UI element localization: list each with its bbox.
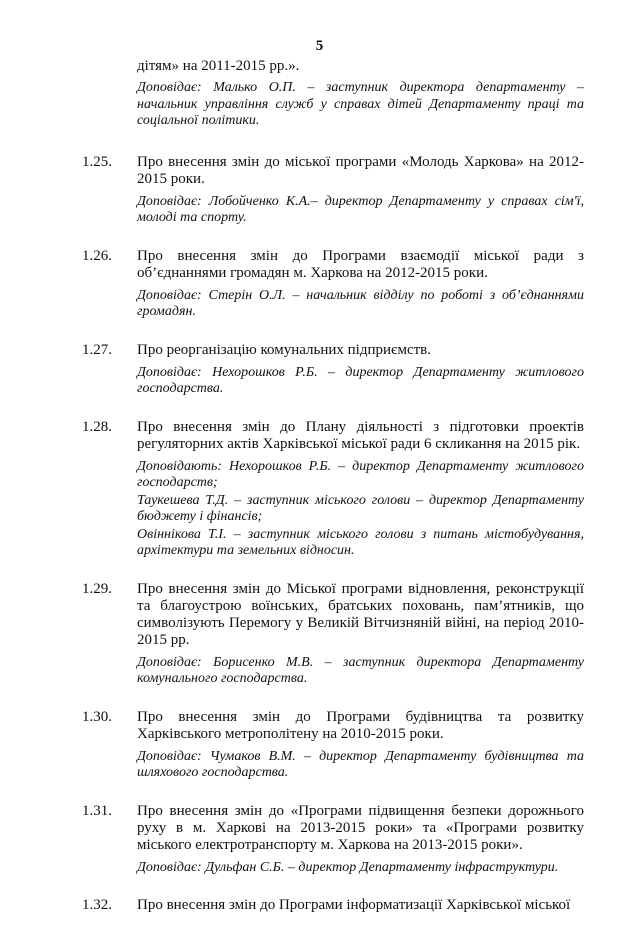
agenda-item-title: Про внесення змін до Програми взаємодії міської ради з об’єднаннями громадян м. Харкова на 2012-2015 роки.	[137, 247, 584, 281]
agenda-item-number: 1.27.	[82, 341, 112, 358]
page-number: 5	[315, 38, 324, 54]
agenda-item-speaker: Таукешева Т.Д. – заступник міського голови – директор Департаменту бюджету і фінансів;	[137, 492, 584, 524]
agenda-item-speaker: Доповідає: Чумаков В.М. – директор Департаменту будівництва та шляхового господарства.	[137, 748, 584, 780]
agenda-item-title: Про внесення змін до Програми інформатизації Харківської міської	[137, 897, 571, 913]
agenda-item-title: Про внесення змін до Програми будівництва та розвитку Харківського метрополітену на 2010-2015 роки.	[137, 708, 584, 742]
agenda-item-title: дітям» на 2011-2015 рр.».	[137, 58, 300, 74]
agenda-item-speaker: Доповідають: Нехорошков Р.Б. – директор Департаменту житлового господарств;	[137, 458, 584, 490]
agenda-item-speaker: Доповідає: Борисенко М.В. – заступник директора Департаменту комунального господарства.	[137, 654, 584, 686]
agenda-item-continuation	[82, 58, 584, 130]
agenda-item-speaker: Доповідає: Дульфан С.Б. – директор Департаменту інфраструктури.	[137, 859, 559, 875]
agenda-item-1-30	[82, 709, 584, 782]
agenda-item-speaker: Овіннікова Т.І. – заступник міського голови з питань містобудування, архітектури та земельних відносин.	[137, 526, 584, 558]
agenda-item-1-25	[82, 154, 584, 227]
agenda-item-number: 1.29.	[82, 580, 112, 597]
agenda-item-number: 1.25.	[82, 153, 112, 170]
agenda-list	[82, 58, 584, 935]
agenda-item-number: 1.31.	[82, 802, 112, 819]
agenda-item-speaker: Доповідає: Малько О.П. – заступник директора департаменту – начальник управління служб у справах дітей Департаменту праці та соціальної політики.	[137, 80, 584, 128]
agenda-item-number: 1.28.	[82, 418, 112, 435]
agenda-item-1-29	[82, 581, 584, 688]
agenda-item-1-31	[82, 803, 584, 877]
agenda-item-speaker: Доповідає: Лобойченко К.А.– директор Департаменту у справах сім'ї, молоді та спорту.	[137, 193, 584, 225]
agenda-item-number: 1.32.	[82, 897, 112, 913]
agenda-item-speaker: Доповідає: Стерін О.Л. – начальник відділу по роботі з об’єднаннями громадян.	[137, 287, 584, 319]
agenda-item-number: 1.26.	[82, 247, 112, 264]
agenda-item-title: Про внесення змін до «Програми підвищення безпеки дорожнього руху в м. Харкові на 2013-2015 роки» та «Програми розвитку міського електротранспорту м. Харкова на 2013-2015 роки».	[137, 802, 584, 853]
agenda-item-number: 1.30.	[82, 708, 112, 725]
agenda-item-1-28	[82, 419, 584, 560]
agenda-item-title: Про внесення змін до міської програми «Молодь Харкова» на 2012-2015 роки.	[137, 153, 584, 187]
agenda-item-1-27	[82, 342, 584, 398]
agenda-item-1-26	[82, 248, 584, 321]
agenda-item-title: Про внесення змін до Міської програми відновлення, реконструкції та благоустрою воїнських, братських поховань, пам’ятників, що символізують Перемогу у Великій Вітчизняній війні, на період 2010-2015 рр.	[137, 580, 584, 648]
agenda-item-title: Про реорганізацію комунальних підприємств.	[137, 341, 432, 358]
agenda-item-speaker: Доповідає: Нехорошков Р.Б. – директор Департаменту житлового господарства.	[137, 364, 584, 396]
agenda-item-title: Про внесення змін до Плану діяльності з підготовки проектів регуляторних актів Харківської міської ради 6 скликання на 2015 рік.	[137, 418, 584, 452]
